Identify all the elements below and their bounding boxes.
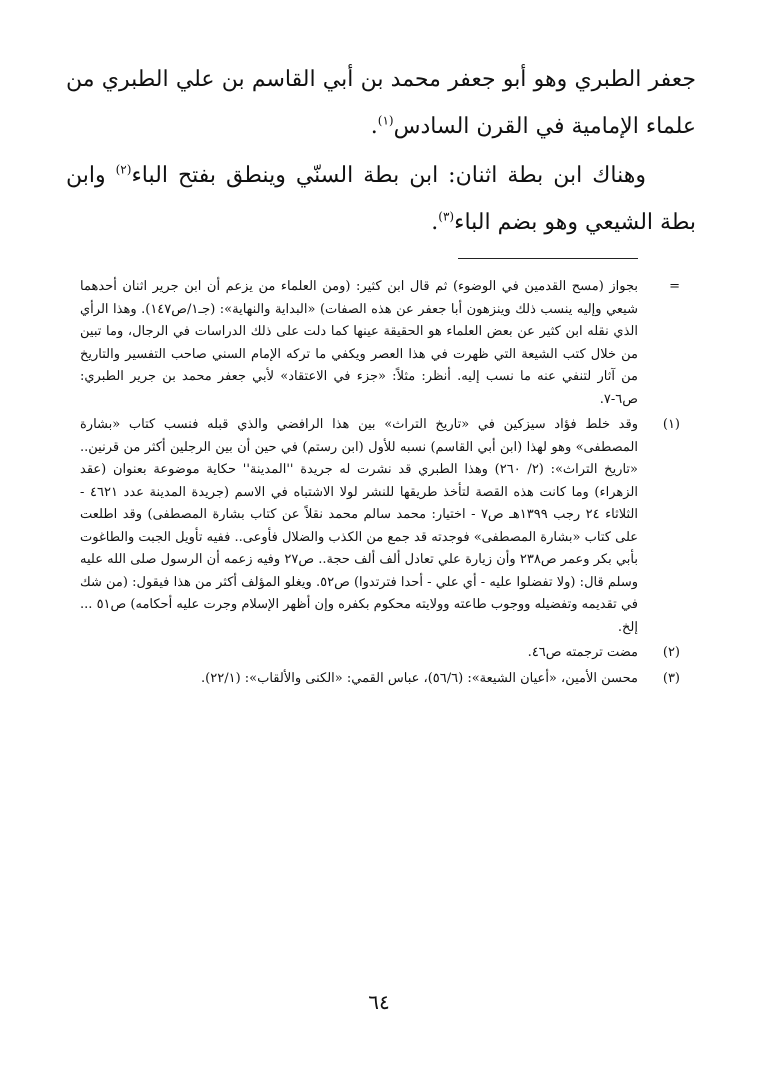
main-paragraph-2 — [66, 152, 696, 246]
main-paragraph-1-text: جعفر الطبري وهو أبو جعفر محمد بن أبي القاسم بن علي الطبري من علماء الإمامية في القرن السادس — [66, 67, 696, 139]
footnote-3-text: محسن الأمين، «أعيان الشيعة»: (٥٦/٦)، عباس القمي: «الكنى والألقاب»: (٢٢/١). — [201, 670, 638, 686]
footnote-2 — [80, 642, 680, 665]
footnote-continuation — [80, 276, 680, 411]
footnote-1-mark: (١) — [662, 417, 680, 432]
main-paragraph-2-end: . — [431, 210, 439, 235]
footnote-1-text: وقد خلط فؤاد سيزكين في «تاريخ التراث» بين هذا الرافضي والذي قبله فنسب كتاب «بشارة المصطفى» وهو لهذا (ابن أبي القاسم) نسبه للأول (ابن رستم) في حين أن بين الرجلين أكثر من قرنين.. «تاريخ التراث»: (٢/ ٢٦٠) وهذا الطبري قد نشرت له جريدة ''المدينة'' حكاية موضوعة بعنوان (عقد الزهراء) وما كانت هذه القصة لتأخذ طريقها للنشر لولا الاشتباه في الاسم (جريدة المدينة عدد ٤٦٢١ - الثلاثاء ٢٤ رجب ١٣٩٩هـ ص٧ - اختيار: محمد سالم محمد نقلاً عن كتاب بشارة المصطفى) وقد اطلعت على كتاب «بشارة المصطفى» فوجدته قد جمع من الكذب والضلال فأوعى.. ففيه تأويل الجبت والطاغوت بأبي بكر وعمر ص٢٣٨ وأن زيارة علي تعادل ألف ألف حجة.. ص٢٧ وفيه زعمه أن الرسول صلى الله عليه وسلم قال: (ولا تفضلوا عليه - أي علي - أحدا فترتدوا) ص٥٢. ويغلو المؤلف أكثر من هذا فيقول: (من شك في تقديمه وتفضيله ووجوب طاعته وولايته محكوم بكفره وإن أظهر الإسلام وجرت عليه أحكامه) ص٥١ ... إلخ. — [80, 417, 639, 635]
footnote-continuation-mark: = — [669, 279, 680, 294]
footnote-ref-3: (٣) — [438, 209, 455, 224]
main-paragraph-1-end: . — [370, 114, 378, 139]
footnote-2-text: مضت ترجمته ص٤٦. — [527, 645, 638, 660]
page-number: ٦٤ — [368, 990, 390, 1014]
footnote-2-mark: (٢) — [662, 645, 680, 660]
footnotes — [80, 276, 680, 693]
footnote-separator — [458, 258, 638, 259]
footnote-ref-2: (٢) — [115, 162, 132, 177]
footnote-3-mark: (٣) — [662, 670, 680, 686]
footnote-ref-1: (١) — [377, 113, 394, 128]
main-paragraph-2-text-a: وهناك ابن بطة اثنان: ابن بطة السنّي وينطق بفتح الباء — [131, 163, 646, 188]
main-paragraph-1 — [66, 56, 696, 150]
footnote-3 — [80, 668, 680, 691]
main-paragraph-2-text-b: وابن بطة الشيعي وهو بضم الباء — [66, 163, 696, 235]
footnote-continuation-text: بجواز (مسح القدمين في الوضوء) ثم قال ابن كثير: (ومن العلماء من يزعم أن ابن جرير اثنان أحدهما شيعي وإليه ينسب ذلك وينزهون أبا جعفر عن هذه الصفات) «البداية والنهاية»: (جـ١/ص١٤٧). وهذا الرأي الذي نقله ابن كثير عن بعض العلماء هو الحقيقة عينها كما دلت على ذلك الدراسات في الرجال، وما تبين من خلال كتب الشيعة التي ظهرت في هذا العصر ويكفي ما تركه الإمام السني صاحب التفسير والتاريخ من آثار لتنفي عنه ما نسب إليه. أنظر: مثلاً: «جزء في الاعتقاد» لأبي جعفر محمد بن جرير الطبري: ص٦-٧. — [80, 279, 638, 407]
footnote-1 — [80, 414, 680, 639]
